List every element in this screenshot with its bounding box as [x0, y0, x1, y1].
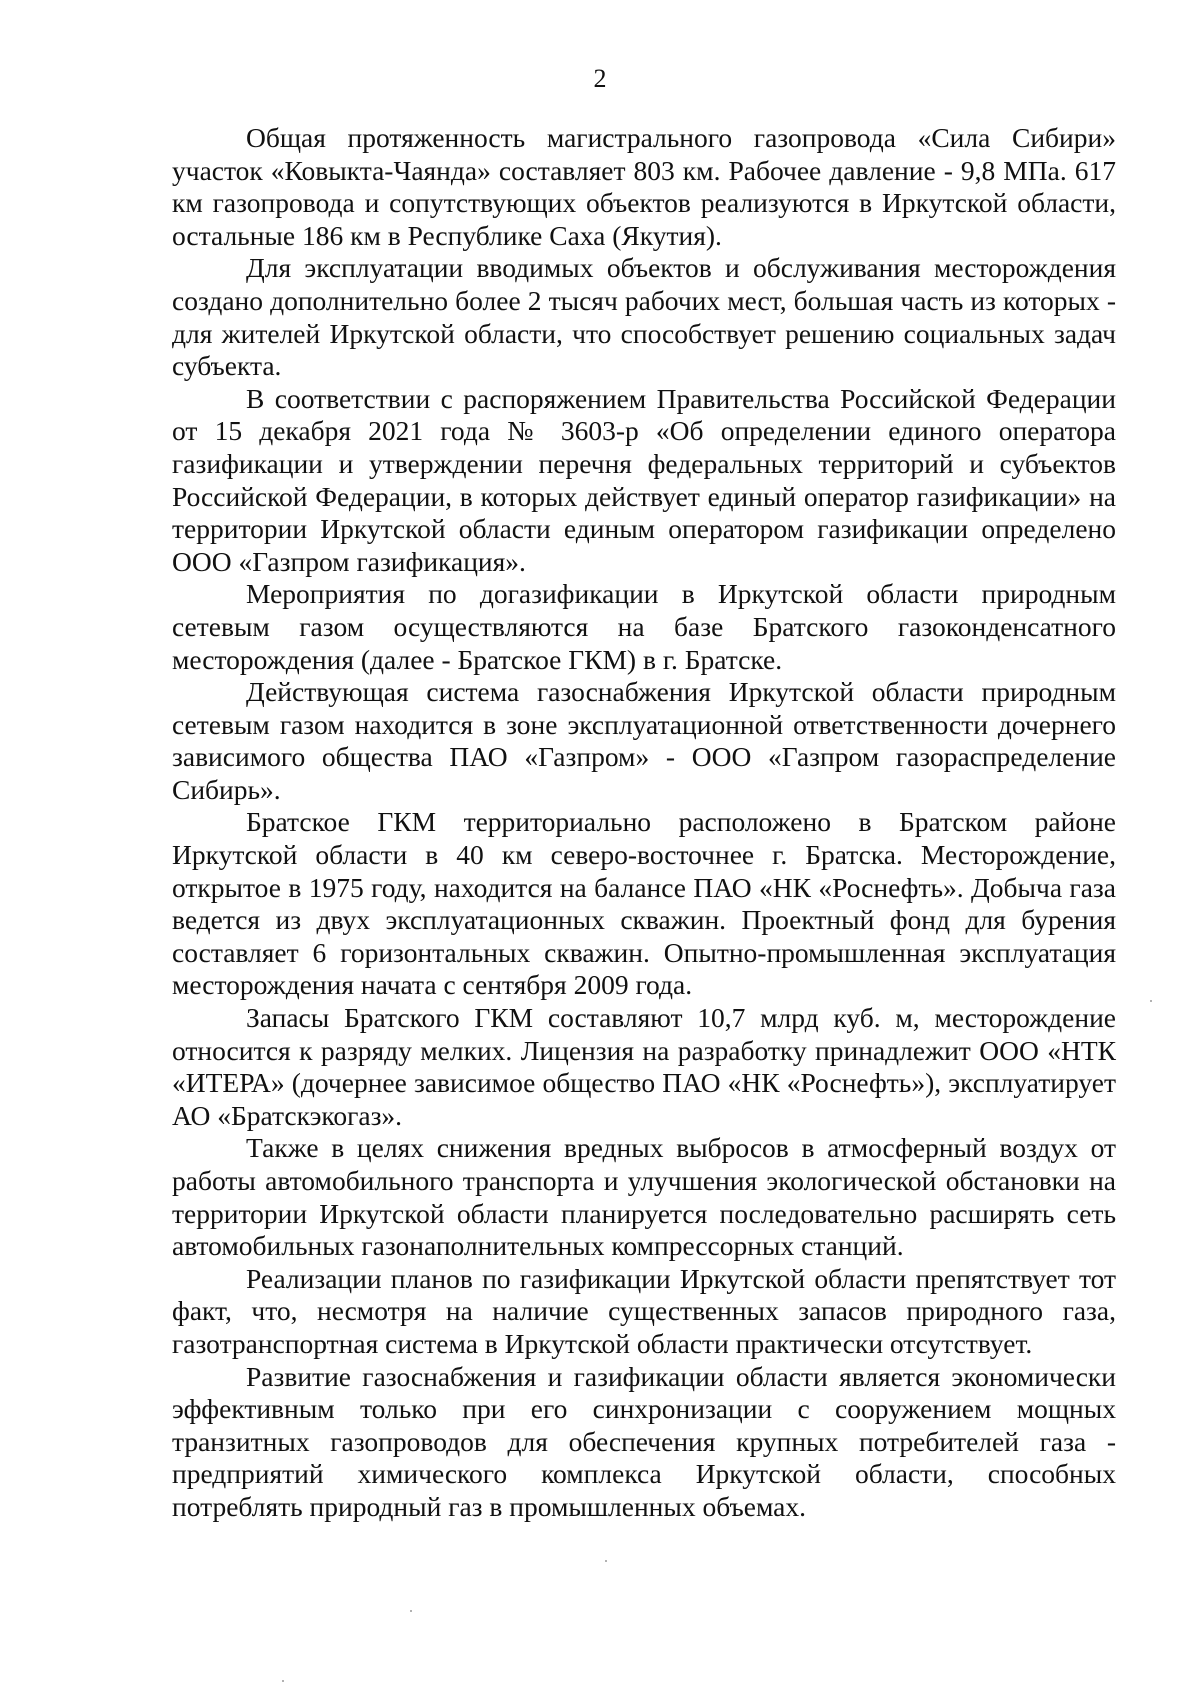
paragraph-gasification-obstacles: Реализации планов по газификации Иркутской области препятствует тот факт, что, несмотря на наличие существенных запасов природного газа, газотранспортная система в Иркутской области практически отсутствует.: [172, 1262, 1116, 1359]
scan-speck: [410, 1610, 412, 1612]
paragraph-additional-gasification: Мероприятия по догазификации в Иркутской области природным сетевым газом осуществляются на базе Братского газоконденсатного месторождения (далее - Братское ГКМ) в г. Братске.: [172, 578, 1116, 675]
paragraph-gas-pipeline-length: Общая протяженность магистрального газопровода «Сила Сибири» участок «Ковыкта-Чаянда» составляет 803 км. Рабочее давление - 9,8 МПа. 617 км газопровода и сопутствующих объектов реализуются в Иркутской области, остальные 186 км в Республике Саха (Якутия).: [172, 122, 1116, 251]
paragraph-gas-supply-system: Действующая система газоснабжения Иркутской области природным сетевым газом находится в зоне эксплуатационной ответственности дочернего зависимого общества ПАО «Газпром» - ООО «Газпром газораспределение Сибирь».: [172, 676, 1116, 805]
paragraph-bratsk-field-reserves: Запасы Братского ГКМ составляют 10,7 млрд куб. м, месторождение относится к разряду мелких. Лицензия на разработку принадлежит ООО «НТК «ИТЕРА» (дочернее зависимое общество ПАО «НК «Роснефть»), эксплуатирует АО «Братскэкогаз».: [172, 1002, 1116, 1131]
paragraph-gasification-development: Развитие газоснабжения и газификации области является экономически эффективным только при его синхронизации с сооружением мощных транзитных газопроводов для обеспечения крупных потребителей газа - предприятий химического комплекса Иркутской области, способных потреблять природный газ в промышленных объемах.: [172, 1360, 1116, 1522]
page-number: 2: [593, 64, 607, 93]
paragraph-bratsk-field-location: Братское ГКМ территориально расположено в Братском районе Иркутской области в 40 км северо-восточнее г. Братска. Месторождение, открытое в 1975 году, находится на балансе ПАО «НК «Роснефть». Добыча газа ведется из двух эксплуатационных скважин. Проектный фонд для бурения составляет 6 горизонтальных скважин. Опытно-промышленная эксплуатация месторождения начата с сентября 2009 года.: [172, 806, 1116, 1001]
document-body: [172, 122, 1116, 1524]
scan-speck: [282, 1680, 284, 1682]
paragraph-jobs-created: Для эксплуатации вводимых объектов и обслуживания месторождения создано дополнительно более 2 тысяч рабочих мест, большая часть из которых - для жителей Иркутской области, что способствует решению социальных задач субъекта.: [172, 252, 1116, 382]
paragraph-gasification-operator: В соответствии с распоряжением Правительства Российской Федерации от 15 декабря 2021 года № 3603-р «Об определении единого оператора газификации и утверждении перечня федеральных территорий и субъектов Российской Федерации, в которых действует единый оператор газификации» на территории Иркутской области единым оператором газификации определено ООО «Газпром газификация».: [172, 382, 1116, 577]
paragraph-gas-filling-stations: Также в целях снижения вредных выбросов в атмосферный воздух от работы автомобильного транспорта и улучшения экологической обстановки на территории Иркутской области планируется последовательно расширять сеть автомобильных газонаполнительных компрессорных станций.: [172, 1132, 1116, 1262]
scan-speck: [605, 1560, 607, 1562]
scan-speck: [1150, 1000, 1152, 1002]
